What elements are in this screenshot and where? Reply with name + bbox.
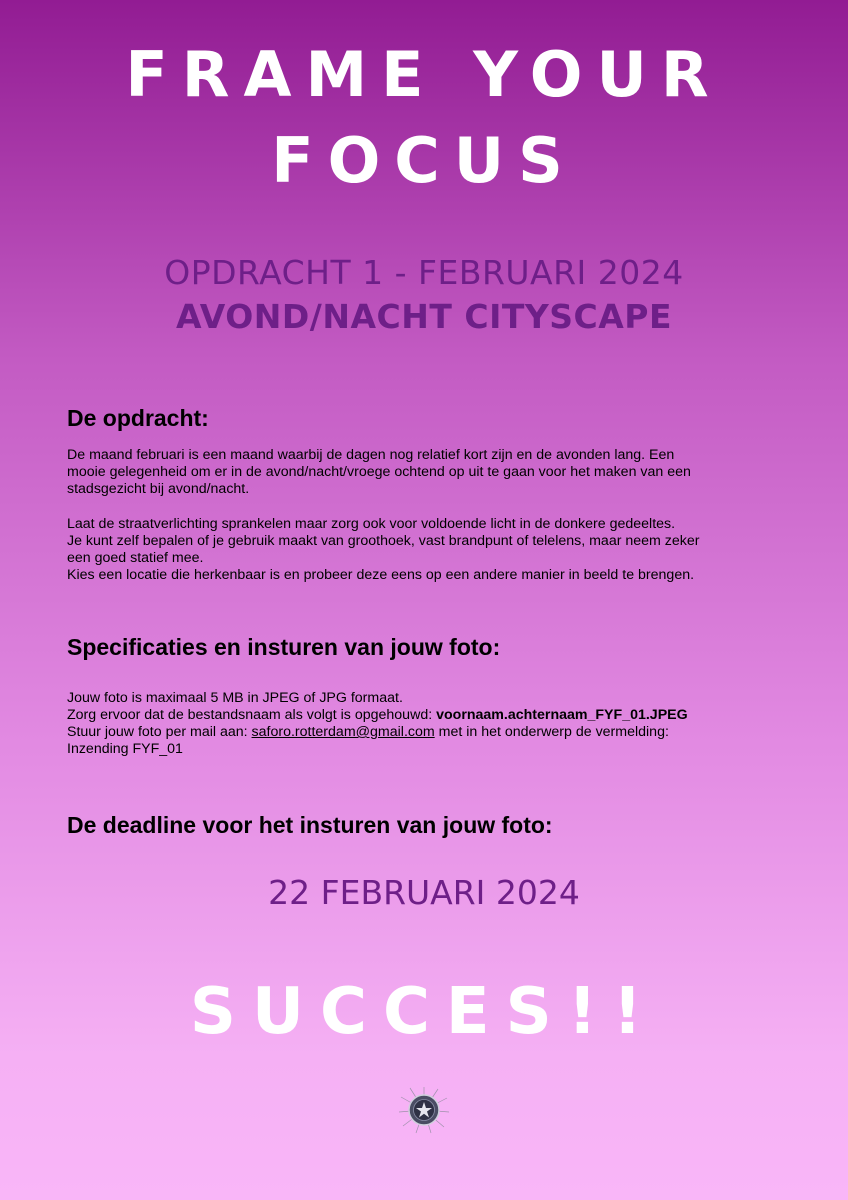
specs-heading: Specificaties en insturen van jouw foto: — [67, 634, 501, 660]
text-line: Kies een locatie die herkenbaar is en probeer deze eens op een andere manier in beeld te brengen. — [67, 567, 695, 583]
specs-paragraph — [67, 690, 787, 758]
assignment-number: OPDRACHT 1 - FEBRUARI 2024 — [164, 253, 684, 292]
specs-filename-prefix: Zorg ervoor dat de bestandsnaam als volgt is opgehouwd: — [67, 707, 437, 723]
title-line-1: FRAME YOUR — [125, 38, 723, 111]
club-logo-icon — [398, 1086, 450, 1134]
deadline-date: 22 FEBRUARI 2024 — [268, 873, 580, 912]
closing-text: SUCCES!! — [189, 975, 659, 1049]
specs-filename: voornaam.achternaam_FYF_01.JPEG — [436, 707, 688, 723]
opdracht-paragraph-1 — [67, 447, 787, 498]
specs-subject-line: Inzending FYF_01 — [67, 741, 183, 757]
specs-email-prefix: Stuur jouw foto per mail aan: — [67, 724, 252, 740]
text-line: stadsgezicht bij avond/nacht. — [67, 481, 250, 497]
text-line: Je kunt zelf bepalen of je gebruik maakt van groothoek, vast brandpunt of telelens, maar neem zeker — [67, 533, 700, 549]
specs-email-suffix: met in het onderwerp de vermelding: — [434, 724, 669, 740]
specs-size-line: Jouw foto is maximaal 5 MB in JPEG of JPG formaat. — [67, 690, 403, 706]
text-line: Laat de straatverlichting sprankelen maar zorg ook voor voldoende licht in de donkere gedeeltes. — [67, 516, 676, 532]
specs-email-line — [67, 724, 787, 741]
assignment-theme: AVOND/NACHT CITYSCAPE — [175, 297, 673, 336]
email-link[interactable]: saforo.rotterdam@gmail.com — [251, 724, 435, 740]
text-line: mooie gelegenheid om er in de avond/nacht/vroege ochtend op uit te gaan voor het maken van een — [67, 464, 691, 480]
text-line: De maand februari is een maand waarbij de dagen nog relatief kort zijn en de avonden lang. Een — [67, 447, 675, 463]
deadline-heading: De deadline voor het insturen van jouw foto: — [67, 812, 553, 838]
opdracht-paragraph-2 — [67, 516, 787, 584]
title-line-2: FOCUS — [271, 124, 577, 197]
specs-filename-line — [67, 707, 787, 724]
text-line: een goed statief mee. — [67, 550, 204, 566]
opdracht-heading: De opdracht: — [67, 405, 209, 431]
